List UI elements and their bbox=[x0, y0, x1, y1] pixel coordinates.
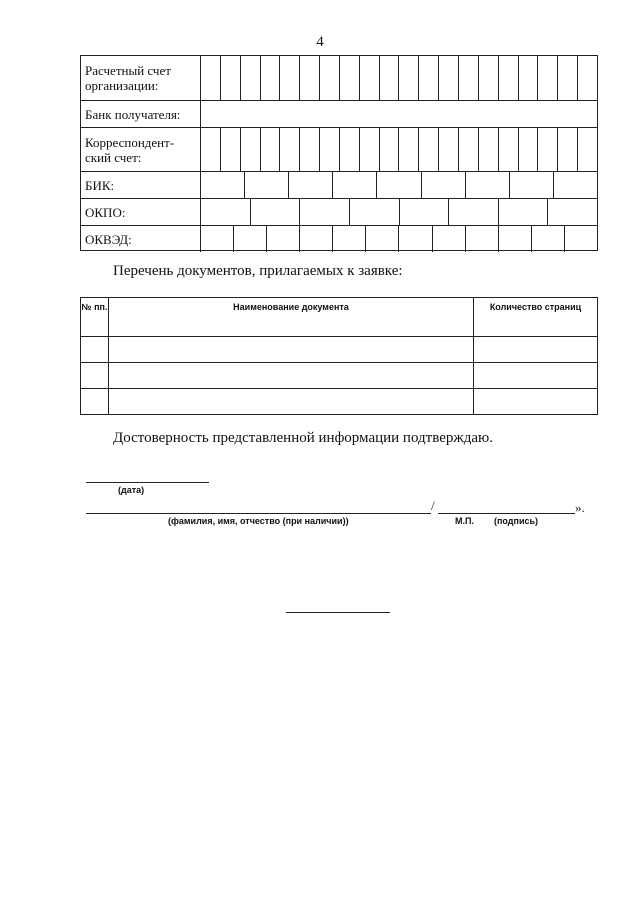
entry-cell[interactable] bbox=[419, 56, 439, 100]
bank-row-label: Расчетный счет организации: bbox=[81, 56, 201, 100]
table-cell[interactable] bbox=[474, 337, 598, 363]
column-header-pages: Количество страниц bbox=[474, 298, 598, 337]
account-digit-cells bbox=[201, 56, 597, 100]
entry-cell[interactable] bbox=[350, 199, 400, 225]
entry-cell[interactable] bbox=[558, 56, 578, 100]
entry-cell[interactable] bbox=[234, 226, 267, 252]
entry-cell[interactable] bbox=[419, 128, 439, 171]
entry-cell[interactable] bbox=[201, 226, 234, 252]
entry-cell[interactable] bbox=[578, 128, 597, 171]
entry-cell[interactable] bbox=[280, 128, 300, 171]
entry-cell[interactable] bbox=[320, 128, 340, 171]
signature-caption: (подпись) bbox=[494, 516, 539, 526]
entry-cell[interactable] bbox=[320, 56, 340, 100]
entry-cell[interactable] bbox=[499, 56, 519, 100]
table-cell[interactable] bbox=[474, 363, 598, 389]
entry-cell[interactable] bbox=[565, 226, 597, 252]
entry-cell[interactable] bbox=[300, 56, 320, 100]
entry-cell[interactable] bbox=[360, 56, 380, 100]
entry-cell[interactable] bbox=[422, 172, 466, 198]
entry-cell[interactable] bbox=[400, 199, 450, 225]
okpo-digit-cells bbox=[201, 199, 597, 225]
column-header-number: № пп. bbox=[81, 298, 109, 337]
entry-cell[interactable] bbox=[280, 56, 300, 100]
bank-details-table bbox=[80, 55, 598, 251]
date-caption: (дата) bbox=[118, 485, 145, 495]
entry-cell[interactable] bbox=[300, 128, 320, 171]
entry-cell[interactable] bbox=[449, 199, 499, 225]
entry-cell[interactable] bbox=[201, 101, 597, 127]
bank-row-label: ОКВЭД: bbox=[81, 226, 201, 252]
entry-cell[interactable] bbox=[201, 199, 251, 225]
bank-row-label: Корреспондент-ский счет: bbox=[81, 128, 201, 171]
entry-cell[interactable] bbox=[267, 226, 300, 252]
entry-cell[interactable] bbox=[333, 172, 377, 198]
signature-separator: / bbox=[431, 498, 435, 513]
bank-row-correspondent bbox=[81, 128, 597, 172]
entry-cell[interactable] bbox=[479, 56, 499, 100]
entry-cell[interactable] bbox=[439, 56, 459, 100]
entry-cell[interactable] bbox=[241, 56, 261, 100]
entry-cell[interactable] bbox=[201, 56, 221, 100]
column-header-name: Наименование документа bbox=[109, 298, 474, 337]
entry-cell[interactable] bbox=[366, 226, 399, 252]
documents-table bbox=[80, 297, 598, 415]
entry-cell[interactable] bbox=[333, 226, 366, 252]
table-cell[interactable] bbox=[109, 363, 474, 389]
entry-cell[interactable] bbox=[466, 226, 499, 252]
bank-row-label: БИК: bbox=[81, 172, 201, 198]
entry-cell[interactable] bbox=[300, 226, 333, 252]
entry-cell[interactable] bbox=[399, 226, 432, 252]
entry-cell[interactable] bbox=[479, 128, 499, 171]
table-row bbox=[81, 363, 598, 389]
entry-cell[interactable] bbox=[261, 128, 281, 171]
entry-cell[interactable] bbox=[340, 128, 360, 171]
entry-cell[interactable] bbox=[245, 172, 289, 198]
table-cell[interactable] bbox=[109, 337, 474, 363]
entry-cell[interactable] bbox=[510, 172, 554, 198]
entry-cell[interactable] bbox=[548, 199, 597, 225]
bank-row-bik bbox=[81, 172, 597, 199]
entry-cell[interactable] bbox=[499, 128, 519, 171]
entry-cell[interactable] bbox=[558, 128, 578, 171]
entry-cell[interactable] bbox=[578, 56, 597, 100]
correspondent-digit-cells bbox=[201, 128, 597, 171]
entry-cell[interactable] bbox=[261, 56, 281, 100]
bank-row-label: ОКПО: bbox=[81, 199, 201, 225]
page-number: 4 bbox=[316, 34, 324, 50]
entry-cell[interactable] bbox=[439, 128, 459, 171]
entry-cell[interactable] bbox=[538, 128, 558, 171]
signature-line bbox=[438, 513, 575, 514]
table-cell[interactable] bbox=[81, 363, 109, 389]
okved-digit-cells bbox=[201, 226, 597, 252]
entry-cell[interactable] bbox=[380, 56, 400, 100]
entry-cell[interactable] bbox=[289, 172, 333, 198]
entry-cell[interactable] bbox=[300, 199, 350, 225]
table-cell[interactable] bbox=[81, 389, 109, 415]
entry-cell[interactable] bbox=[221, 56, 241, 100]
entry-cell[interactable] bbox=[241, 128, 261, 171]
entry-cell[interactable] bbox=[554, 172, 597, 198]
entry-cell[interactable] bbox=[201, 172, 245, 198]
date-line bbox=[86, 482, 209, 483]
bank-name-cell bbox=[201, 101, 597, 127]
table-cell[interactable] bbox=[81, 337, 109, 363]
entry-cell[interactable] bbox=[399, 128, 419, 171]
table-cell[interactable] bbox=[109, 389, 474, 415]
documents-header-row bbox=[81, 298, 598, 337]
entry-cell[interactable] bbox=[459, 56, 479, 100]
confirmation-text: Достоверность представленной информации подтверждаю. bbox=[113, 430, 493, 446]
entry-cell[interactable] bbox=[499, 199, 549, 225]
entry-cell[interactable] bbox=[538, 56, 558, 100]
entry-cell[interactable] bbox=[251, 199, 301, 225]
bank-row-okved bbox=[81, 226, 597, 252]
entry-cell[interactable] bbox=[377, 172, 421, 198]
entry-cell[interactable] bbox=[360, 128, 380, 171]
table-row bbox=[81, 389, 598, 415]
table-row bbox=[81, 337, 598, 363]
entry-cell[interactable] bbox=[201, 128, 221, 171]
bank-row-bank bbox=[81, 101, 597, 128]
end-separator-line bbox=[286, 612, 390, 613]
entry-cell[interactable] bbox=[519, 128, 539, 171]
closing-quote: ». bbox=[575, 500, 585, 515]
table-cell[interactable] bbox=[474, 389, 598, 415]
entry-cell[interactable] bbox=[459, 128, 479, 171]
entry-cell[interactable] bbox=[221, 128, 241, 171]
documents-table-body bbox=[81, 337, 598, 415]
entry-cell[interactable] bbox=[340, 56, 360, 100]
bank-row-account bbox=[81, 56, 597, 101]
entry-cell[interactable] bbox=[519, 56, 539, 100]
entry-cell[interactable] bbox=[532, 226, 565, 252]
bank-row-okpo bbox=[81, 199, 597, 226]
documents-list-heading: Перечень документов, прилагаемых к заявке: bbox=[113, 263, 403, 279]
stamp-caption: М.П. bbox=[455, 516, 474, 526]
entry-cell[interactable] bbox=[499, 226, 532, 252]
bik-digit-cells bbox=[201, 172, 597, 198]
name-line bbox=[86, 513, 431, 514]
name-caption: (фамилия, имя, отчество (при наличии)) bbox=[168, 516, 349, 526]
entry-cell[interactable] bbox=[433, 226, 466, 252]
entry-cell[interactable] bbox=[466, 172, 510, 198]
entry-cell[interactable] bbox=[399, 56, 419, 100]
entry-cell[interactable] bbox=[380, 128, 400, 171]
bank-row-label: Банк получателя: bbox=[81, 101, 201, 127]
